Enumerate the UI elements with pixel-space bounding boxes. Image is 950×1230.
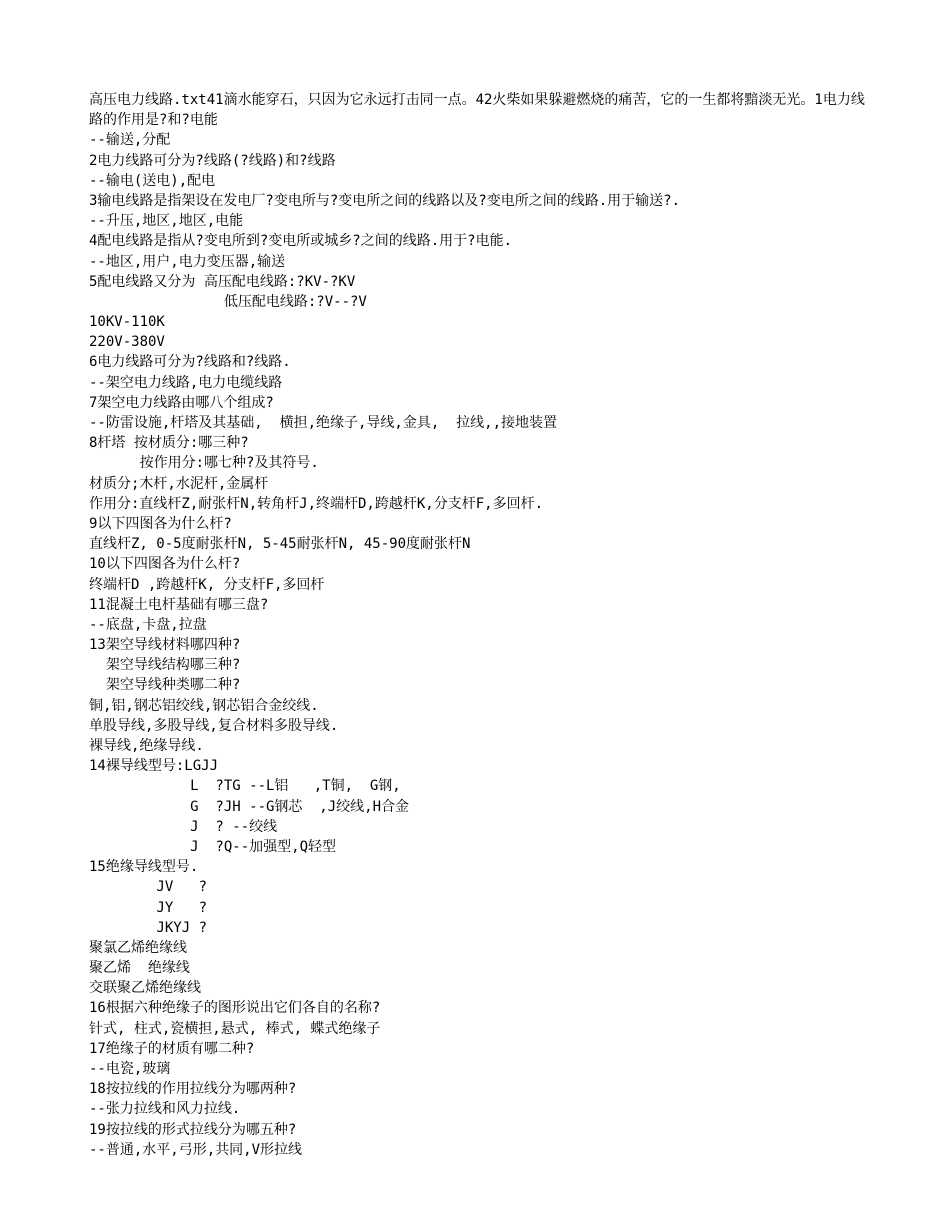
text-line: 10以下四图各为什么杆? (89, 556, 241, 573)
text-line: --普通,水平,弓形,共同,V形拉线 (89, 1141, 303, 1158)
text-line: 聚氯乙烯绝缘线 (89, 939, 187, 956)
text-line: 11混凝土电杆基础有哪三盘? (89, 596, 269, 613)
text-line: 直线杆Z, 0-5度耐张杆N, 5-45耐张杆N, 45-90度耐张杆N (89, 536, 471, 553)
text-line: 220V-380V (89, 334, 165, 351)
text-line: --升压,地区,地区,电能 (89, 213, 244, 230)
text-line: JKYJ ? (89, 919, 208, 936)
text-line: --输送,分配 (89, 132, 171, 149)
text-line: 按作用分:哪七种?及其符号. (89, 455, 319, 472)
text-line: 聚乙烯 绝缘线 (89, 960, 190, 977)
text-line: --张力拉线和风力拉线. (89, 1101, 241, 1118)
text-line: G ?JH --G钢芯 ,J绞线,H合金 (89, 798, 410, 815)
text-line: JY ? (89, 899, 208, 916)
text-line: 16根据六种绝缘子的图形说出它们各自的名称? (89, 1000, 381, 1017)
text-line: 8杆塔 按材质分:哪三种? (89, 435, 249, 452)
text-line: --地区,用户,电力变压器,输送 (89, 253, 286, 270)
text-line: 终端杆D ,跨越杆K, 分支杆F,多回杆 (89, 576, 325, 593)
intro-paragraph: 高压电力线路.txt41滴水能穿石，只因为它永远打击同一点。42火柴如果躲避燃烧的痛苦，它的一生都将黯淡无光。1电力线路的作用是?和?电能 (89, 92, 865, 129)
document-lines (89, 130, 869, 1160)
text-line: 7架空电力线路由哪八个组成? (89, 394, 274, 411)
text-line: L ?TG --L铝 ,T铜, G钢, (89, 778, 401, 795)
text-line: --电瓷,玻璃 (89, 1061, 171, 1078)
text-line: 17绝缘子的材质有哪二种? (89, 1040, 255, 1057)
text-line: 交联聚乙烯绝缘线 (89, 980, 201, 997)
text-line: --架空电力线路,电力电缆线路 (89, 374, 283, 391)
text-line: 低压配电线路:?V--?V (89, 293, 367, 310)
text-line: 针式, 柱式,瓷横担,悬式, 棒式, 蝶式绝缘子 (89, 1020, 381, 1037)
text-line: 单股导线,多股导线,复合材料多股导线. (89, 717, 339, 734)
text-line: 6电力线路可分为?线路和?线路. (89, 354, 291, 371)
text-line: 3输电线路是指架设在发电厂?变电所与?变电所之间的线路以及?变电所之间的线路.用于输送?. (89, 192, 680, 209)
text-line: 18按拉线的作用拉线分为哪两种? (89, 1081, 297, 1098)
text-line: 4配电线路是指从?变电所到?变电所或城乡?之间的线路.用于?电能. (89, 233, 512, 250)
text-line: 10KV-110K (89, 314, 165, 331)
text-line: 13架空导线材料哪四种? (89, 637, 241, 654)
text-line: 19按拉线的形式拉线分为哪五种? (89, 1121, 297, 1138)
text-line: 裸导线,绝缘导线. (89, 738, 204, 755)
text-line: 铜,铝,钢芯铝绞线,钢芯铝合金绞线. (89, 697, 319, 714)
text-line: --输电(送电),配电 (89, 172, 216, 189)
document-body (89, 90, 869, 1160)
text-line: 5配电线路又分为 高压配电线路:?KV-?KV (89, 273, 356, 290)
text-line: --防雷设施,杆塔及其基础, 横担,绝缘子,导线,金具, 拉线,,接地装置 (89, 415, 558, 432)
text-line: 2电力线路可分为?线路(?线路)和?线路 (89, 152, 336, 169)
text-line: 作用分:直线杆Z,耐张杆N,转角杆J,终端杆D,跨越杆K,分支杆F,多回杆. (89, 495, 544, 512)
text-line: 架空导线结构哪三种? (89, 657, 241, 674)
text-line: --底盘,卡盘,拉盘 (89, 616, 207, 633)
text-line: J ? --绞线 (89, 818, 278, 835)
text-line: 14裸导线型号:LGJJ (89, 758, 219, 775)
text-line: JV ? (89, 879, 208, 896)
text-line: 架空导线种类哪二种? (89, 677, 241, 694)
text-line: J ?Q--加强型,Q轻型 (89, 838, 337, 855)
text-line: 9以下四图各为什么杆? (89, 515, 232, 532)
text-line: 15绝缘导线型号. (89, 859, 199, 876)
text-line: 材质分;木杆,水泥杆,金属杆 (89, 475, 269, 492)
